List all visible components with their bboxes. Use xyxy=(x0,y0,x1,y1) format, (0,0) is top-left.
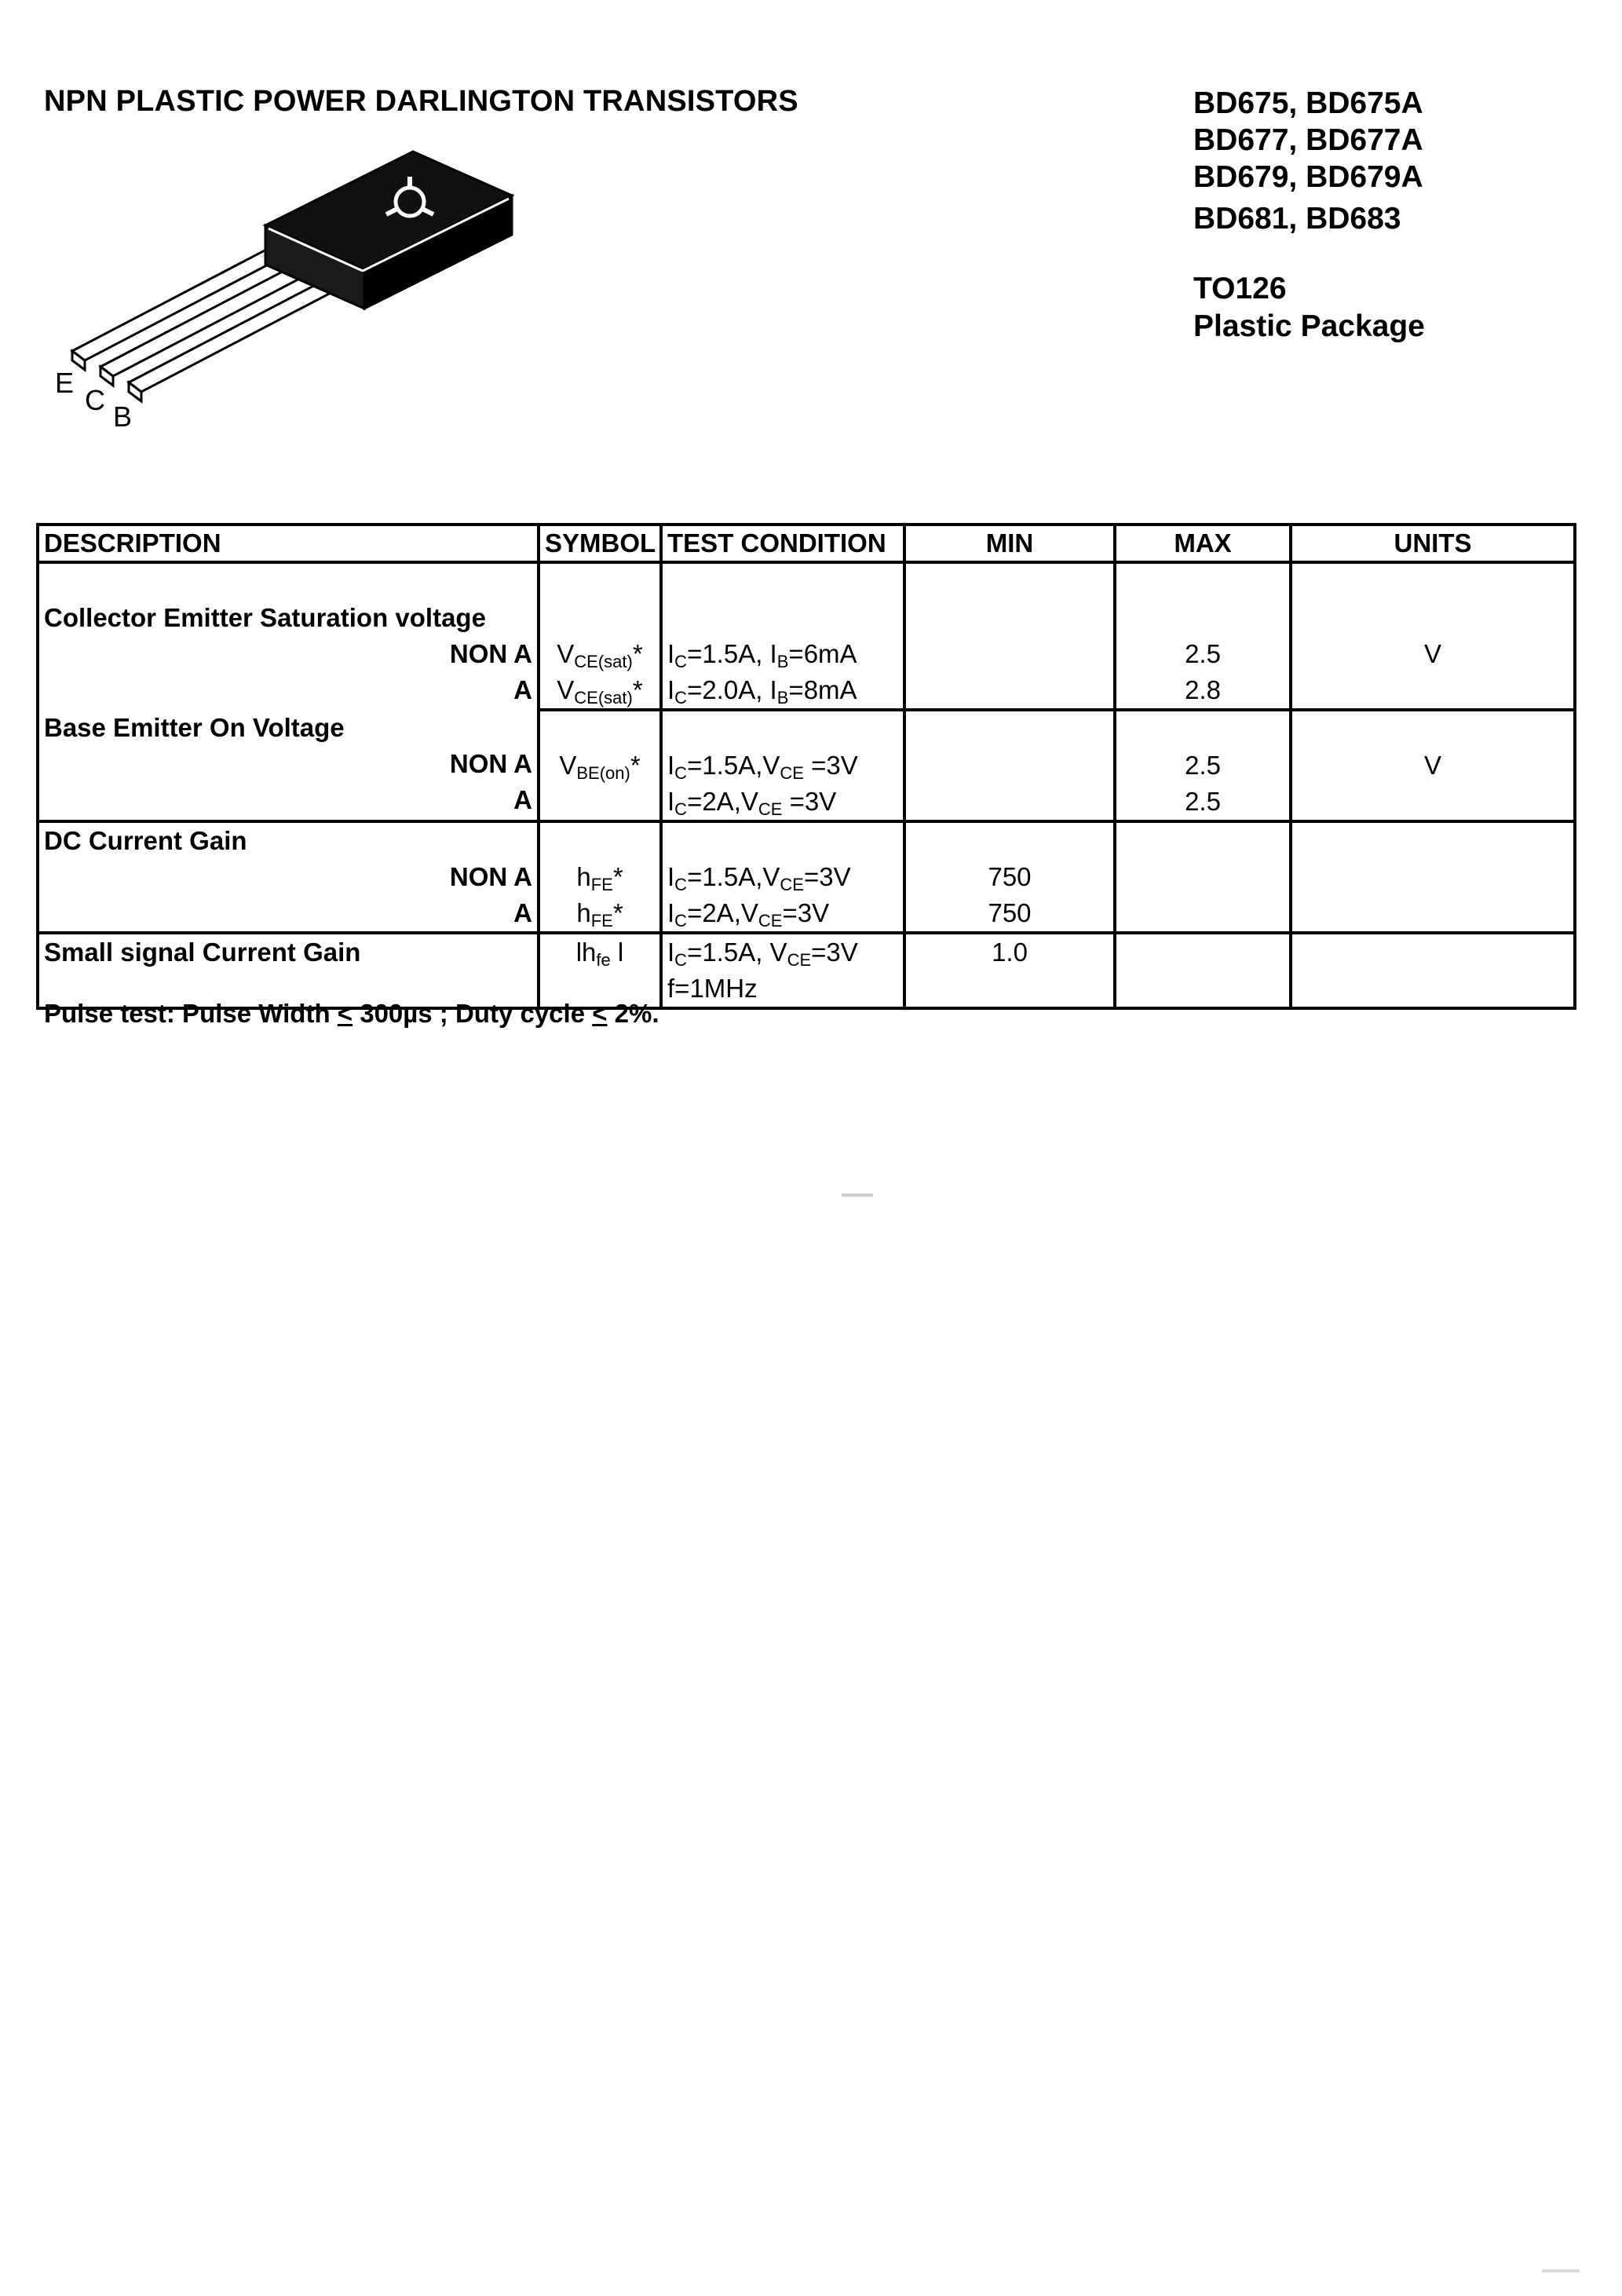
variant-label: NON A xyxy=(449,862,532,891)
scan-mark xyxy=(842,1194,873,1197)
symbol-cell: $lh_{fe}$ l xyxy=(575,938,624,970)
condition-cell: $I_C=1.5A,V_{CE} =3V$ xyxy=(667,751,858,783)
symbol-cell: $h_{FE}*$ xyxy=(576,862,623,894)
variant-label: NON A xyxy=(449,749,532,778)
group-description: Collector Emitter Saturation voltage xyxy=(44,603,486,632)
spec-table xyxy=(36,523,1576,1010)
min-value: 750 xyxy=(988,898,1032,927)
max-value: 2.5 xyxy=(1185,787,1221,816)
condition-cell: $I_C=2A,V_{CE}=3V$ xyxy=(667,898,830,930)
group-dc-current-gain xyxy=(38,821,1575,933)
group-collector-emitter-saturation xyxy=(38,562,1575,710)
header-units: UNITS xyxy=(1291,525,1575,562)
package-name: TO126 xyxy=(1193,272,1287,305)
variant-label: NON A xyxy=(449,639,532,668)
group-base-emitter-on xyxy=(38,710,1575,821)
pin-label-c: C xyxy=(85,384,105,416)
max-value: 2.5 xyxy=(1185,751,1221,780)
condition-cell: f=1MHz xyxy=(667,974,758,1003)
package-info xyxy=(1193,270,1425,345)
symbol-cell: $h_{FE}*$ xyxy=(576,898,623,930)
max-value: 2.8 xyxy=(1185,675,1221,704)
units-value: V xyxy=(1423,639,1441,668)
package-illustration xyxy=(47,145,518,440)
symbol-cell: $V_{CE(sat)}*$ xyxy=(557,675,643,707)
symbol-cell: $V_{BE(on)}*$ xyxy=(559,751,641,783)
pulse-test-footnote: Pulse test: Pulse Width < 300µs ; Duty cycle < 2%. xyxy=(44,999,659,1028)
group-description: Base Emitter On Voltage xyxy=(44,713,345,742)
group-description: DC Current Gain xyxy=(44,826,247,855)
symbol-cell: $V_{CE(sat)}*$ xyxy=(557,639,643,671)
condition-cell: $I_C=2.0A$, $I_B=8mA$ xyxy=(667,675,857,707)
part-number-list xyxy=(1193,85,1423,237)
package-type: Plastic Package xyxy=(1193,309,1425,343)
header-description: DESCRIPTION xyxy=(38,525,539,562)
min-value: 1.0 xyxy=(992,938,1028,967)
pin-label-e: E xyxy=(55,367,75,399)
max-value: 2.5 xyxy=(1185,639,1221,668)
header-max: MAX xyxy=(1115,525,1291,562)
header-min: MIN xyxy=(904,525,1115,562)
condition-cell: $I_C=1.5A$, $V_{CE}=3V$ xyxy=(667,938,858,970)
pin-label-b: B xyxy=(113,400,133,433)
table-header-row xyxy=(38,525,1575,562)
variant-label: A xyxy=(513,785,532,814)
header-test-condition: TEST CONDITION xyxy=(661,525,904,562)
part-number-line: BD675, BD675A xyxy=(1193,86,1423,120)
condition-cell: $I_C=1.5A$, $I_B=6mA$ xyxy=(667,639,857,671)
min-value: 750 xyxy=(988,862,1032,891)
group-small-signal-current-gain xyxy=(38,933,1575,1008)
part-number-line: BD681, BD683 xyxy=(1193,202,1401,236)
variant-label: A xyxy=(513,675,532,704)
condition-cell: $I_C=1.5A,V_{CE}=3V$ xyxy=(667,862,851,894)
part-number-line: BD677, BD677A xyxy=(1193,123,1423,157)
document-title: NPN PLASTIC POWER DARLINGTON TRANSISTORS xyxy=(44,85,798,118)
variant-label: A xyxy=(513,898,532,927)
group-description: Small signal Current Gain xyxy=(44,938,361,967)
scan-mark xyxy=(1542,2269,1580,2272)
condition-cell: $I_C=2A,V_{CE} =3V$ xyxy=(667,787,837,819)
part-number-line: BD679, BD679A xyxy=(1193,160,1423,194)
header-symbol: SYMBOL xyxy=(539,525,661,562)
units-value: V xyxy=(1423,751,1441,780)
